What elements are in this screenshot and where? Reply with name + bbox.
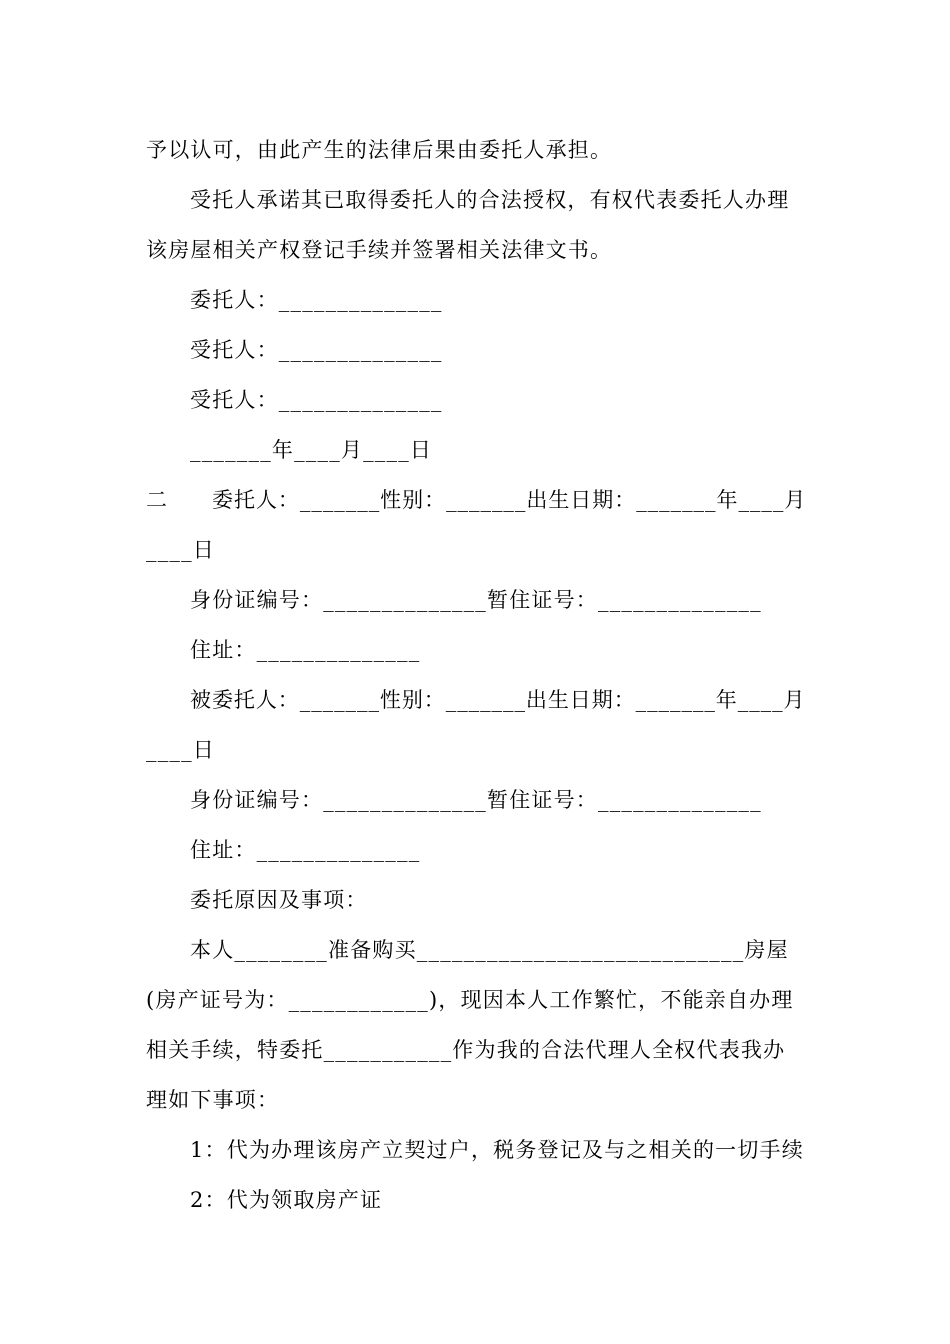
text-line: 受托人承诺其已取得委托人的合法授权，有权代表委托人办理 — [190, 188, 790, 212]
text-line: 相关手续，特委托___________作为我的合法代理人全权代表我办 — [146, 1038, 786, 1062]
agent-id-line: 身份证编号：______________暂住证号：______________ — [190, 788, 762, 812]
section-number: 二 — [146, 488, 169, 512]
text-line: 予以认可，由此产生的法律后果由委托人承担。 — [146, 138, 613, 162]
principal-id-line: 身份证编号：______________暂住证号：______________ — [190, 588, 762, 612]
text-line: ____日 — [146, 538, 215, 562]
date-line: _______年____月____日 — [190, 438, 433, 462]
principal-info-line: 委托人：_______性别：_______出生日期：_______年____月 — [212, 488, 807, 512]
agent-address-line: 住址：______________ — [190, 838, 421, 862]
principal-address-line: 住址：______________ — [190, 638, 421, 662]
agent-info-line: 被委托人：_______性别：_______出生日期：_______年____月 — [190, 688, 806, 712]
list-item: 1：代为办理该房产立契过户，税务登记及与之相关的一切手续 — [190, 1138, 804, 1162]
text-line: 理如下事项： — [146, 1088, 280, 1112]
text-line: 本人________准备购买____________________________房屋 — [190, 938, 789, 962]
section-heading: 委托原因及事项： — [190, 888, 368, 912]
signature-line-agent: 受托人：______________ — [190, 388, 443, 412]
signature-line-agent: 受托人：______________ — [190, 338, 443, 362]
signature-line-principal: 委托人：______________ — [190, 288, 443, 312]
text-line: ____日 — [146, 738, 215, 762]
list-item: 2：代为领取房产证 — [190, 1188, 383, 1212]
text-line: 该房屋相关产权登记手续并签署相关法律文书。 — [146, 238, 613, 262]
text-line: (房产证号为：____________)，现因本人工作繁忙，不能亲自办理 — [146, 988, 794, 1012]
